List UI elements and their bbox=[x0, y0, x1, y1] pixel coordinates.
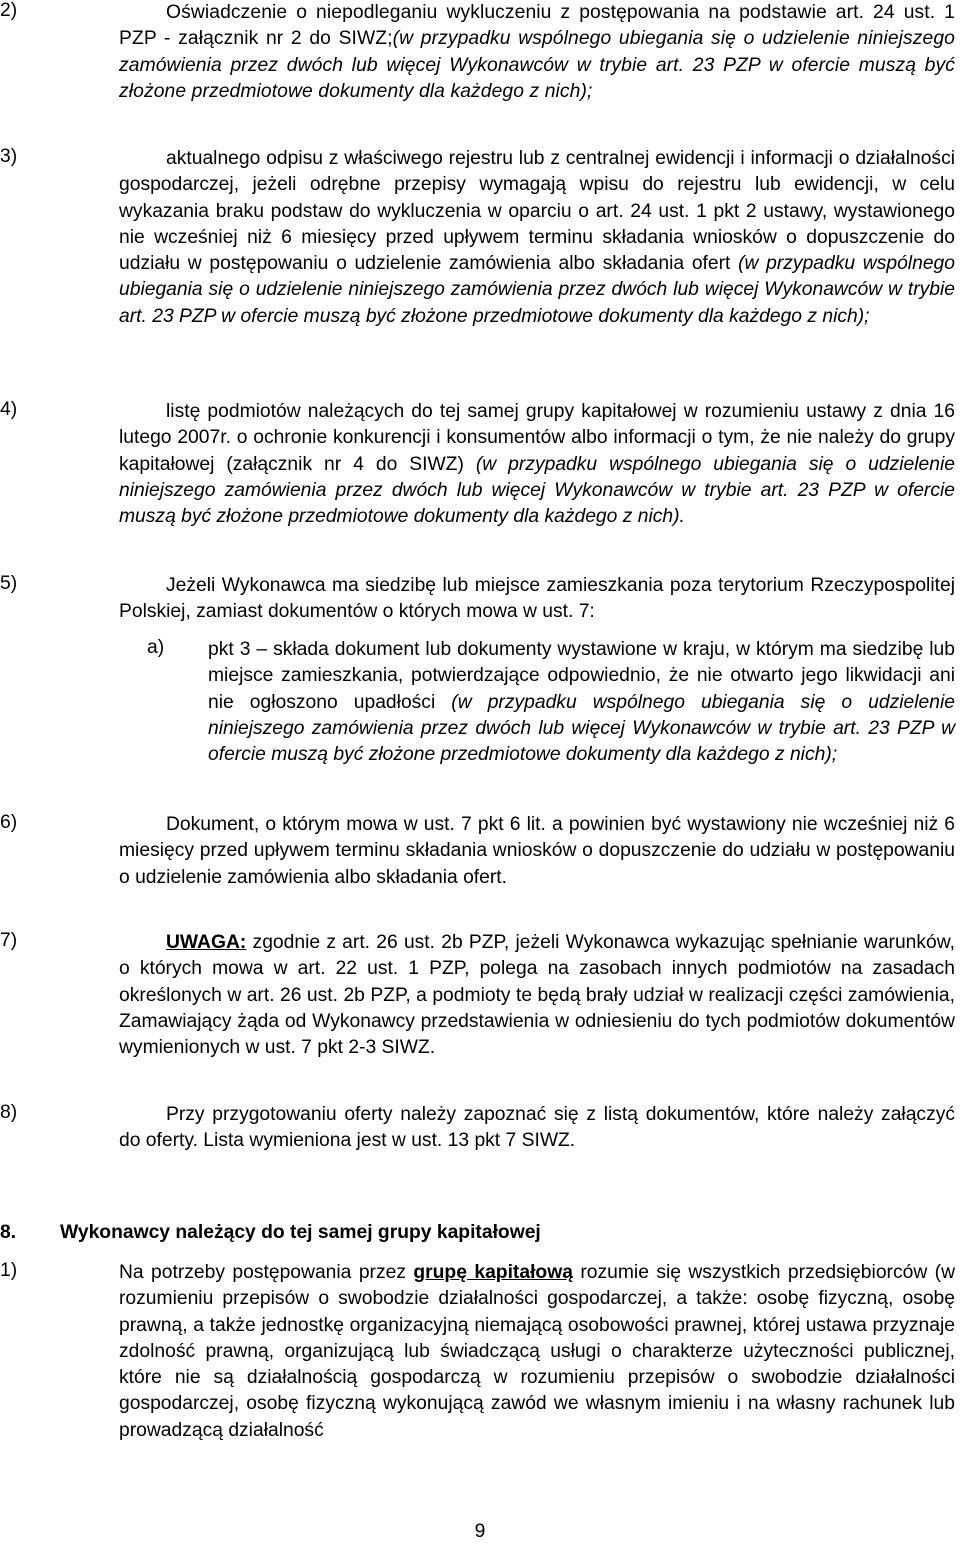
section-list-item-1 bbox=[0, 1260, 958, 1444]
sub-item-a bbox=[0, 637, 958, 768]
sub-item-text: pkt 3 – składa dokument lub dokumenty wystawione w kraju, w którym ma siedzibę lub miejsce zamieszkania, potwierdzające odpowiednio, że nie otwarto jego likwidacji ani nie ogłoszono upadłości bbox=[208, 639, 955, 713]
item-text: listę podmiotów należących do tej samej grupy kapitałowej w rozumieniu ustawy z dnia 16 lutego 2007r. o ochronie konkurencji i konsumentów albo informacji o tym, że nie należy do grupy kapitałowej (załącznik nr 4 do SIWZ) bbox=[119, 401, 955, 475]
list-item-3 bbox=[0, 146, 958, 330]
item-number: 8) bbox=[0, 1102, 18, 1123]
item-italic-note: (w przypadku wspólnego ubiegania się o udzielenie niniejszego zamówienia przez dwóch lub więcej Wykonawców w trybie art. 23 PZP w ofercie muszą być złożone przedmiotowe dokumenty dla każdego z nich); bbox=[119, 28, 955, 102]
key-term: grupę kapitałową bbox=[413, 1262, 573, 1283]
list-item-8 bbox=[0, 1102, 958, 1155]
section-number: 8. bbox=[0, 1222, 17, 1243]
list-item-7 bbox=[0, 930, 958, 1061]
item-text: zgodnie z art. 26 ust. 2b PZP, jeżeli Wykonawca wykazując spełnianie warunków, o których mowa w art. 22 ust. 1 PZP, polega na zasobach innych podmiotów na zasadach określonych w art. 26 ust. 2b PZP, a podmioty te będą brały udział w realizacji części zamówienia, Zamawiający żąda od Wykonawcy przedstawienia w odniesieniu do tych podmiotów dokumentów wymienionych w ust. 7 pkt 2-3 SIWZ. bbox=[119, 932, 955, 1059]
item-text: Dokument, o którym mowa w ust. 7 pkt 6 lit. a powinien być wystawiony nie wcześniej niż 6 miesięcy przed upływem terminu składania wniosków o dopuszczenie do udziału w postępowaniu o udzielenie zamówienia albo składania ofert. bbox=[119, 814, 955, 888]
item-text: Oświadczenie o niepodleganiu wykluczeniu z postępowania na podstawie art. 24 ust. 1 PZP - załącznik nr 2 do SIWZ; bbox=[119, 2, 955, 50]
item-number: 6) bbox=[0, 812, 18, 833]
sub-item-letter: a) bbox=[147, 637, 165, 658]
item-number: 3) bbox=[0, 146, 18, 167]
item-number: 7) bbox=[0, 930, 18, 951]
item-italic-note: (w przypadku wspólnego ubiegania się o udzielenie niniejszego zamówienia przez dwóch lub więcej Wykonawców w trybie art. 23 PZP w ofercie muszą być złożone przedmiotowe dokumenty dla każdego z nich); bbox=[119, 253, 955, 327]
item-text-before: Na potrzeby postępowania przez bbox=[119, 1262, 414, 1283]
item-text-after: rozumie się wszystkich przedsiębiorców (w rozumieniu przepisów o swobodzie działalności gospodarczej, a także: osobę fizyczną, osobę prawną, a także jednostkę organizacyjną niemającą osobowości prawnej, której ustawa przyznaje zdolność prawną, organizującą lub świadczącą usługi o charakterze użyteczności publicznej, które nie są działalnością gospodarczą w rozumieniu przepisów o swobodzie działalności gospodarczej, osobę fizyczną wykonującą zawód we własnym imieniu i na własny rachunek lub prowadzącą działalność bbox=[119, 1262, 955, 1441]
item-number: 2) bbox=[0, 0, 18, 21]
list-item-5 bbox=[0, 573, 958, 626]
item-number: 5) bbox=[0, 573, 18, 594]
item-number: 1) bbox=[0, 1260, 18, 1281]
item-italic-note: (w przypadku wspólnego ubiegania się o udzielenie niniejszego zamówienia przez dwóch lub więcej Wykonawców w trybie art. 23 PZP w ofercie muszą być złożone przedmiotowe dokumenty dla każdego z nich). bbox=[119, 453, 955, 528]
page-number: 9 bbox=[474, 1521, 486, 1542]
item-number: 4) bbox=[0, 399, 18, 420]
item-text: aktualnego odpisu z właściwego rejestru lub z centralnej ewidencji i informacji o działalności gospodarczej, jeżeli odrębne przepisy wymagają wpisu do rejestru lub ewidencji, w celu wykazania braku podstaw do wykluczenia w oparciu o art. 24 ust. 1 pkt 2 ustawy, wystawionego nie wcześniej niż 6 miesięcy przed upływem terminu składania wniosków o dopuszczenie do udziału w postępowaniu o udzielenie zamówienia albo składania ofert bbox=[119, 148, 955, 275]
item-text: Jeżeli Wykonawca ma siedzibę lub miejsce zamieszkania poza terytorium Rzeczypospolitej Polskiej, zamiast dokumentów o których mowa w ust. 7: bbox=[119, 575, 955, 623]
item-text: Przy przygotowaniu oferty należy zapoznać się z listą dokumentów, które należy załączyć do oferty. Lista wymieniona jest w ust. 13 pkt 7 SIWZ. bbox=[119, 1104, 955, 1152]
warning-label: UWAGA: bbox=[166, 932, 247, 953]
sub-item-italic-note: (w przypadku wspólnego ubiegania się o udzielenie niniejszego zamówienia przez dwóch lub więcej Wykonawców w trybie art. 23 PZP w ofercie muszą być złożone przedmiotowe dokumenty dla każdego z nich); bbox=[208, 691, 956, 766]
list-item-4 bbox=[0, 399, 958, 530]
section-title: Wykonawcy należący do tej samej grupy kapitałowej bbox=[60, 1222, 541, 1243]
list-item-6 bbox=[0, 812, 958, 891]
list-item-2 bbox=[0, 0, 958, 105]
